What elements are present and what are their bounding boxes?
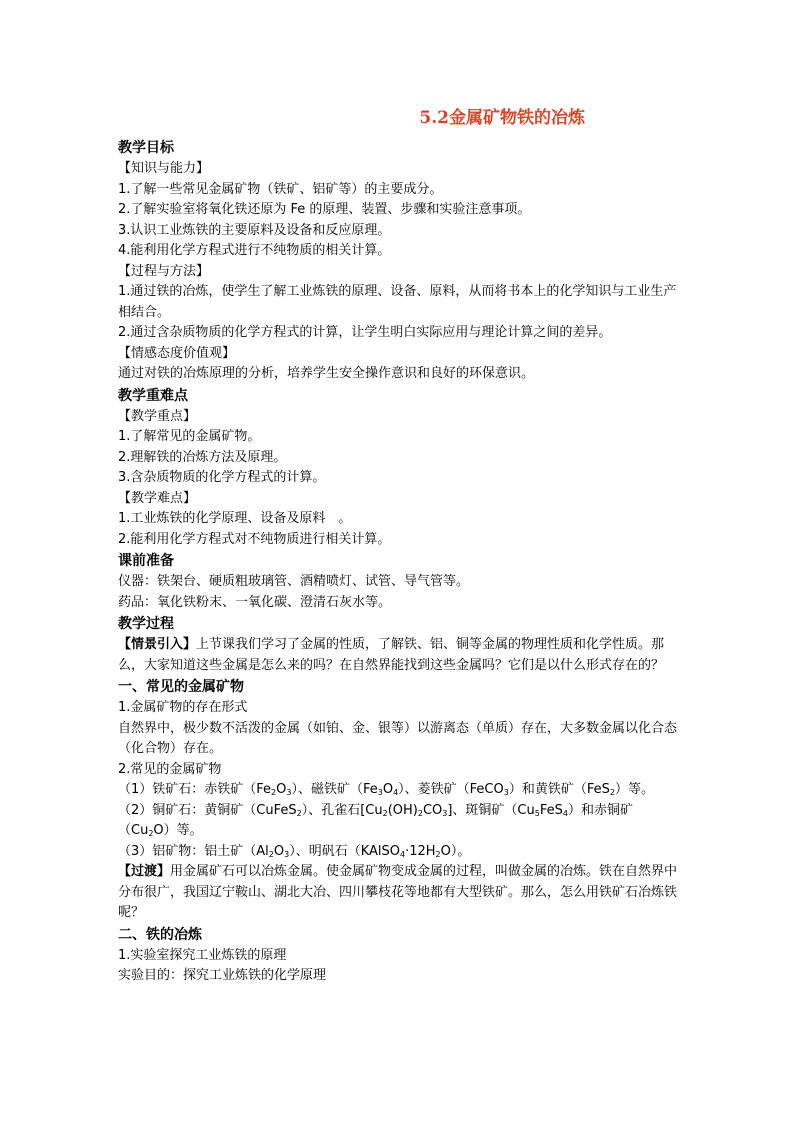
subscript: 2 [268,849,274,859]
subscript: 2 [382,808,388,818]
ore-text: ）、明矾石（KAlSO [289,843,400,859]
key-point: 1.了解常见的金属矿物。 [118,429,261,444]
ore-text: ]、斑铜矿（Cu [447,802,535,818]
ore-text: O）。 [440,843,471,859]
ore-text: CO [422,802,443,818]
emotion-heading: 【情感态度价值观】 [118,345,236,361]
ore-text: O [382,782,394,797]
subscript: 2 [148,829,154,838]
process-item: 2.通过含杂质物质的化学方程式的计算，让学生明白实际应用与理论计算之间的差异。 [118,325,612,340]
document-title: 5.2金属矿物铁的冶炼 [419,108,585,128]
subscript: 2 [609,788,615,797]
ore-text: O [276,782,287,797]
subscript: 3 [442,808,448,818]
ore-text: （1）铁矿石：赤铁矿（Fe [118,782,272,797]
emotion-text: 通过对铁的冶炼原理的分析，培养学生安全操作意识和良好的环保意识。 [118,366,535,381]
ore-text: O）等。 [153,823,203,838]
subscript: 5 [534,808,540,818]
subscript: 2 [296,808,302,818]
intro-label: 【情景引入】 [118,637,197,652]
knowledge-item: 3.认识工业炼铁的主要原料及设备和反应原理。 [118,222,391,238]
key-points-heading: 【教学重点】 [118,408,197,424]
intro-text: 上节课我们学习了金属的性质，了解铁、铝、铜等金属的物理性质和化学性质。那么，大家知道这些金属是怎么来的吗？在自然界能找到这些金属吗？它们是以什么形式存在的？ [118,637,665,673]
knowledge-item: 4.能利用化学方程式进行不纯物质的相关计算。 [118,243,391,258]
difficult-point: 1.工业炼铁的化学原理、设备及原料 。 [118,511,352,526]
ore-iron-line [118,780,683,801]
process-heading: 【过程与方法】 [118,263,210,279]
part2-sub1: 1.实验室探究工业炼铁的原理 [118,947,287,963]
ore-text: ）、菱铁矿（FeCO [398,782,504,797]
prep-drugs: 药品：氧化铁粉末、一氧化碳、澄清石灰水等。 [118,594,392,610]
ore-text: ）、孔雀石[Cu [301,802,383,818]
ore-copper-line [118,801,683,842]
ore-text: ·12H [405,843,436,859]
ore-text: ）等。 [614,782,654,797]
ore-text: ）和黄铁矿（FeS [508,782,610,797]
ore-text: O [273,843,285,859]
teaching-goals-heading: 教学目标 [118,140,174,156]
subscript: 3 [377,788,383,797]
subscript: 2 [435,849,441,859]
ore-text: FeS [539,802,563,818]
subscript: 4 [562,808,568,818]
part1-sub1: 1.金属矿物的存在形式 [118,700,248,715]
document-page [118,103,683,987]
difficult-point: 2.能利用化学方程式对不纯物质进行相关计算。 [118,531,391,547]
knowledge-item: 2.了解实验室将氧化铁还原为 Fe 的原理、装置、步骤和实验注意事项。 [118,202,531,217]
process-item: 1.通过铁的冶炼，使学生了解工业炼铁的原理、设备、原料，从而将书本上的化学知识与工业生产相结合。 [118,284,677,320]
part2-text1: 实验目的：探究工业炼铁的化学原理 [118,968,327,983]
transition-label: 【过渡】 [118,864,171,879]
part1-sub2: 2.常见的金属矿物 [118,761,222,777]
subscript: 4 [400,849,406,859]
ore-text: ）、磁铁矿（Fe [291,782,378,797]
transition-text: 用金属矿石可以冶炼金属。使金属矿物变成金属的过程，叫做金属的冶炼。铁在自然界中分布很广，我国辽宁鞍山、湖北大冶、四川攀枝花等地都有大型铁矿。那么，怎么用铁矿石冶炼铁呢？ [118,864,678,920]
key-difficult-heading: 教学重难点 [118,387,188,404]
ore-text: ）和赤铜矿（Cu [118,802,633,838]
ore-text: (OH) [387,802,418,818]
ore-text: （3）铝矿物：铝土矿（Al [118,843,269,859]
ore-text: （2）铜矿石：黄铜矿（CuFeS [118,802,297,818]
key-point: 2.理解铁的冶炼方法及原理。 [118,449,287,465]
subscript: 2 [271,788,277,797]
part1-heading: 一、常见的金属矿物 [118,679,244,695]
procedure-heading: 教学过程 [118,616,174,632]
subscript: 2 [417,808,423,818]
preparation-heading: 课前准备 [118,553,174,569]
part2-heading: 二、铁的冶炼 [118,926,202,943]
part1-text1: 自然界中，极少数不活泼的金属（如铂、金、银等）以游离态（单质）存在，大多数金属以化合态（化合物）存在。 [118,720,678,756]
subscript: 3 [284,849,290,859]
subscript: 3 [286,788,292,797]
key-point: 3.含杂质物质的化学方程式的计算。 [118,470,326,485]
transition-paragraph [118,862,683,924]
subscript: 3 [503,788,509,797]
prep-instruments: 仪器：铁架台、硬质粗玻璃管、酒精喷灯、试管、导气管等。 [118,574,470,589]
knowledge-item: 1.了解一些常见金属矿物（铁矿、铝矿等）的主要成分。 [118,181,443,197]
ore-aluminum-line [118,842,683,863]
difficult-points-heading: 【教学难点】 [118,490,197,506]
subscript: 4 [393,788,399,797]
intro-paragraph [118,635,683,676]
knowledge-heading: 【知识与能力】 [118,161,210,176]
